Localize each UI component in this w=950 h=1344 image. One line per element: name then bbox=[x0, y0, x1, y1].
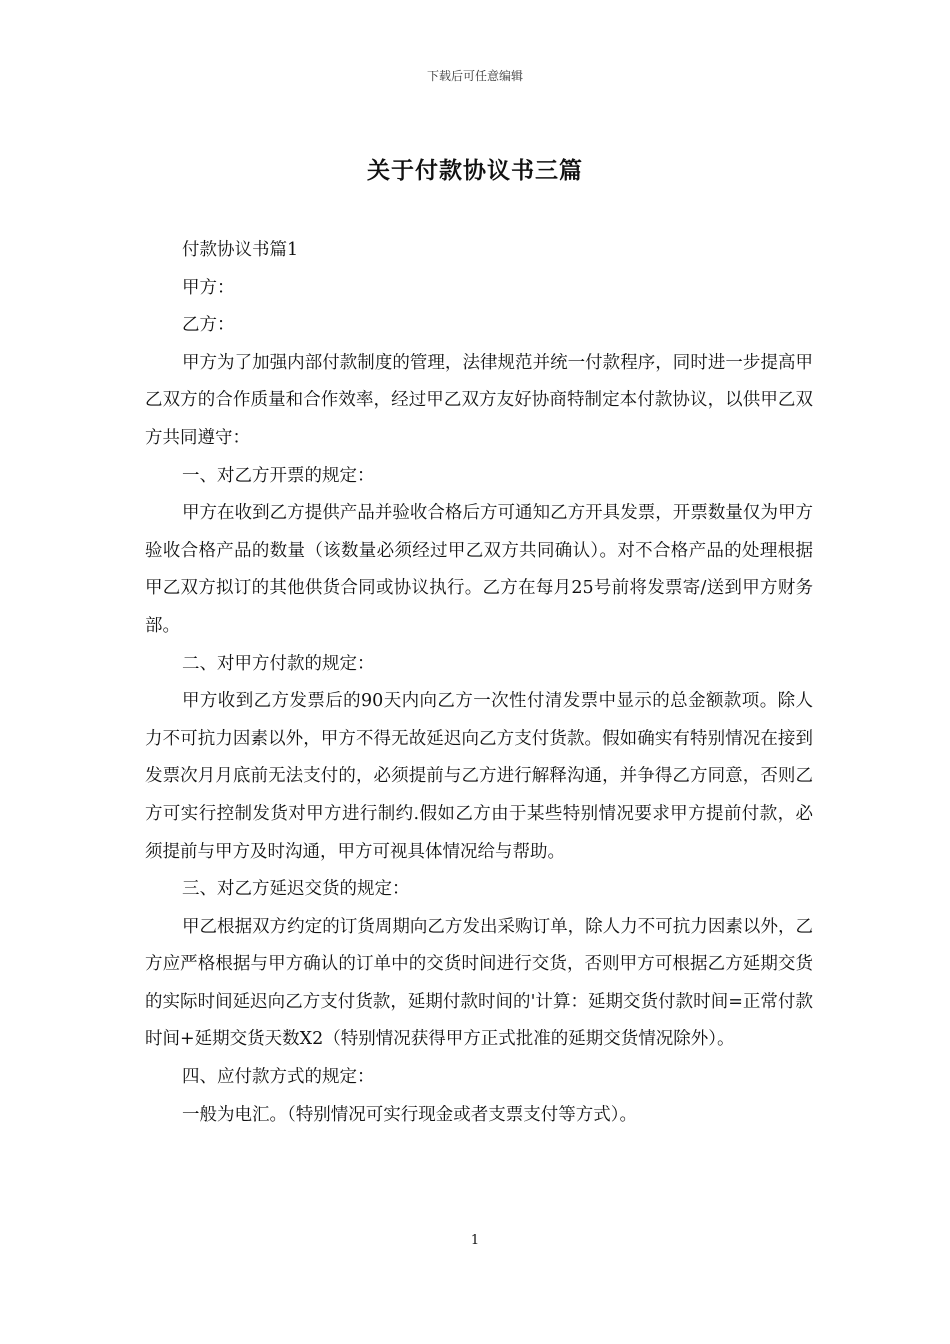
clause-body-late-delivery: 甲乙根据双方约定的订货周期向乙方发出采购订单，除人力不可抗力因素以外，乙方应严格根据与甲方确认的订单中的交货时间进行交货，否则甲方可根据乙方延期交货的实际时间延迟向乙方支付货款，延期付款时间的'计算：延期交货付款时间=正常付款时间+延期交货天数X2（特别情况获得甲方正式批准的延期交货情况除外）。 bbox=[145, 916, 813, 1050]
clause-body-payment-method: 一般为电汇。（特别情况可实行现金或者支票支付等方式）。 bbox=[182, 1104, 637, 1125]
clause-heading-payment: 二、对甲方付款的规定： bbox=[182, 653, 375, 674]
clause-heading-invoicing: 一、对乙方开票的规定： bbox=[182, 465, 375, 486]
clause-body-invoicing: 甲方在收到乙方提供产品并验收合格后方可通知乙方开具发票，开票数量仅为甲方验收合格产品的数量（该数量必须经过甲乙双方共同确认）。对不合格产品的处理根据甲乙双方拟订的其他供货合同或协议执行。乙方在每月25号前将发票寄/送到甲方财务部。 bbox=[145, 503, 813, 636]
section-heading-agreement-1: 付款协议书篇1 bbox=[182, 240, 299, 260]
document-title: 关于付款协议书三篇 bbox=[367, 157, 583, 184]
header-note: 下载后可任意编辑 bbox=[426, 69, 523, 83]
party-a-line: 甲方： bbox=[182, 277, 235, 298]
clause-heading-late-delivery: 三、对乙方延迟交货的规定： bbox=[182, 879, 410, 900]
party-b-line: 乙方： bbox=[182, 315, 235, 336]
clause-body-payment: 甲方收到乙方发票后的90天内向乙方一次性付清发票中显示的总金额款项。除人力不可抗力因素以外，甲方不得无故延迟向乙方支付货款。假如确实有特别情况在接到发票次月月底前无法支付的，必须提前与乙方进行解释沟通，并争得乙方同意，否则乙方可实行控制发货对甲方进行制约.假如乙方由于某些特别情况要求甲方提前付款，必须提前与甲方及时沟通，甲方可视具体情况给与帮助。 bbox=[145, 691, 813, 862]
page-number: 1 bbox=[470, 1233, 480, 1248]
document-body bbox=[145, 232, 813, 1134]
clause-heading-payment-method: 四、应付款方式的规定： bbox=[182, 1067, 375, 1088]
preamble-paragraph: 甲方为了加强内部付款制度的管理，法律规范并统一付款程序，同时进一步提高甲乙双方的合作质量和合作效率，经过甲乙双方友好协商特制定本付款协议，以供甲乙双方共同遵守： bbox=[145, 352, 813, 448]
